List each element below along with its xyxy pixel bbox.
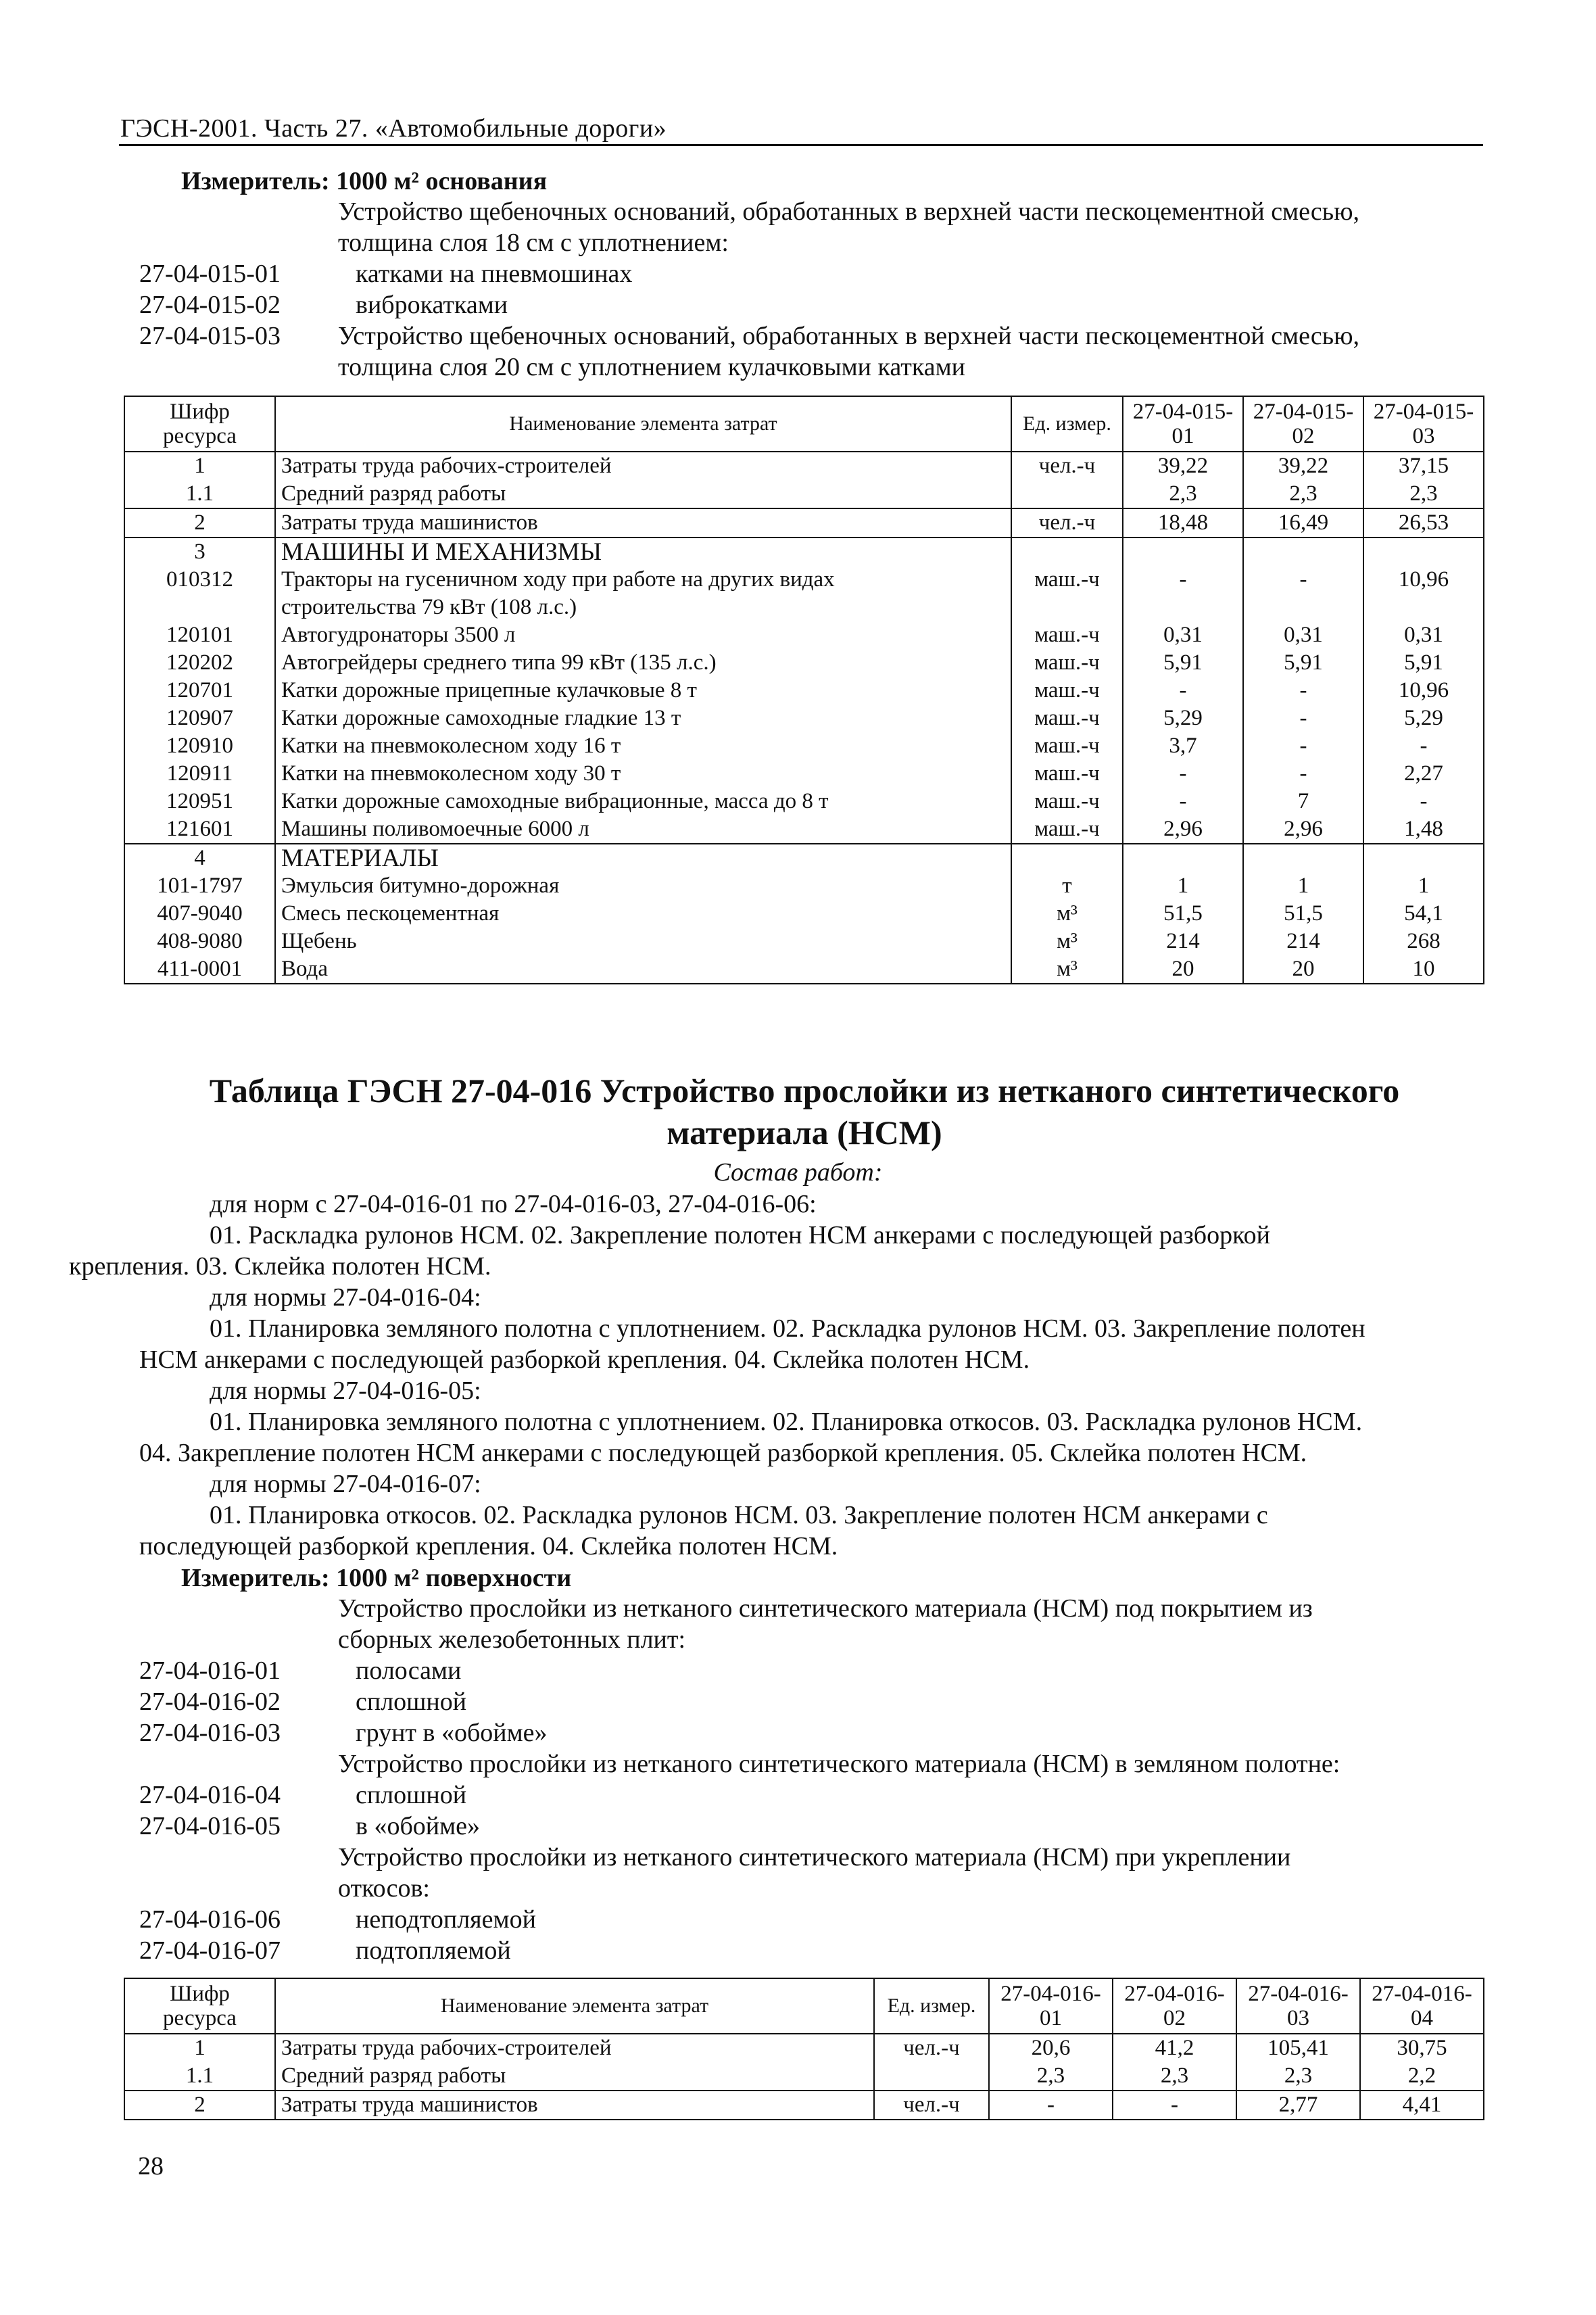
table-row (124, 677, 1484, 705)
header-unit: Ед. измер. (874, 1978, 989, 2034)
norm-variant: полосами (356, 1656, 462, 1685)
cell-value: 54,1 (1363, 900, 1484, 928)
cell-name: Средний разряд работы (275, 480, 1011, 508)
cell-value: 2,3 (1243, 480, 1363, 508)
cell-value: 268 (1363, 928, 1484, 955)
cell-code: 1.1 (124, 480, 275, 508)
header-norm-2: 27-04-016-02 (1113, 1978, 1236, 2034)
header-code: Шифр ресурса (124, 1978, 275, 2034)
cell-value: 2,3 (989, 2062, 1113, 2091)
norm-desc-3b: толщина слоя 20 см с уплотнением кулачковыми катками (338, 353, 965, 381)
cell-name: Катки дорожные самоходные вибрационные, масса до 8 т (275, 788, 1011, 815)
cell-code: 010312 (124, 566, 275, 621)
cell-value: - (1123, 677, 1243, 705)
cell-unit (874, 2062, 989, 2091)
header-code: Шифр ресурса (124, 396, 275, 452)
norm-variant: грунт в «обойме» (356, 1719, 548, 1747)
cell-name: Катки на пневмоколесном ходу 30 т (275, 760, 1011, 788)
work-steps-line: 01. Планировка земляного полотна с уплотнением. 02. Раскладка рулонов НСМ. 03. Закрепление полотен (210, 1314, 1365, 1343)
norm-desc-1a: Устройство щебеночных оснований, обработанных в верхней части пескоцементной смесью, (338, 197, 1360, 226)
table-row (124, 566, 1484, 621)
table-row (124, 480, 1484, 508)
norm-code: 27-04-015-01 (139, 260, 281, 288)
norm-code: 27-04-016-05 (139, 1812, 281, 1840)
cell-value: 10 (1363, 955, 1484, 984)
cell-code: 2 (124, 2091, 275, 2120)
table-title (135, 1070, 1474, 1153)
cell-value: 5,91 (1123, 649, 1243, 677)
cell-code: 101-1797 (124, 872, 275, 900)
norm-group-desc: откосов: (338, 1874, 430, 1903)
cell-unit: чел.-ч (874, 2034, 989, 2062)
cell-unit: маш.-ч (1011, 566, 1123, 621)
cell-value: - (1113, 2091, 1236, 2120)
norm-variant: катками на пневмошинах (356, 260, 633, 288)
cell-unit: маш.-ч (1011, 677, 1123, 705)
cell-value: 2,96 (1123, 815, 1243, 844)
cell-unit: маш.-ч (1011, 788, 1123, 815)
cell-value: - (989, 2091, 1113, 2120)
cell-unit: м³ (1011, 955, 1123, 984)
cell-unit: маш.-ч (1011, 649, 1123, 677)
cell-value: 39,22 (1243, 452, 1363, 480)
work-steps (69, 1220, 1480, 1282)
cell-value: 2,27 (1363, 760, 1484, 788)
scope-heading: для нормы 27-04-016-04: (210, 1283, 481, 1312)
work-steps (139, 1406, 1484, 1469)
cell-code: 120911 (124, 760, 275, 788)
cell-value: 30,75 (1360, 2034, 1484, 2062)
norm-code: 27-04-016-06 (139, 1905, 281, 1934)
norm-variant: подтопляемой (356, 1936, 511, 1965)
norm-desc-1b: толщина слоя 18 см с уплотнением: (338, 229, 729, 257)
cell-name: Затраты труда машинистов (275, 508, 1011, 538)
work-steps-line: 01. Раскладка рулонов НСМ. 02. Закрепление полотен НСМ анкерами с последующей разборкой (210, 1221, 1270, 1249)
cell-unit: маш.-ч (1011, 815, 1123, 844)
norm-group-desc: Устройство прослойки из нетканого синтетического материала (НСМ) под покрытием из (338, 1594, 1313, 1623)
cell-value: 16,49 (1243, 508, 1363, 538)
cell-code: 408-9080 (124, 928, 275, 955)
norm-code: 27-04-016-03 (139, 1719, 281, 1747)
cell-unit: м³ (1011, 928, 1123, 955)
cell-value: 2,77 (1236, 2091, 1360, 2120)
table-row (124, 508, 1484, 538)
norm-code: 27-04-016-07 (139, 1936, 281, 1965)
cell-unit: чел.-ч (1011, 452, 1123, 480)
cell-empty (1243, 844, 1363, 872)
cell-unit: чел.-ч (1011, 508, 1123, 538)
cell-value: - (1363, 788, 1484, 815)
table-row (124, 2091, 1484, 2120)
cell-name: Средний разряд работы (275, 2062, 874, 2091)
cell-value: 20,6 (989, 2034, 1113, 2062)
cell-name: Щебень (275, 928, 1011, 955)
table-title-line: Таблица ГЭСН 27-04-016 Устройство прослойки из нетканого синтетического (209, 1072, 1400, 1109)
header-name: Наименование элемента затрат (275, 396, 1011, 452)
norm-code: 27-04-016-04 (139, 1781, 281, 1809)
norm-code: 27-04-015-03 (139, 322, 281, 350)
cell-value: 20 (1123, 955, 1243, 984)
work-steps (139, 1313, 1484, 1375)
cell-empty (1123, 844, 1243, 872)
cell-name: Вода (275, 955, 1011, 984)
page-number: 28 (138, 2152, 164, 2180)
norm-group-desc: Устройство прослойки из нетканого синтетического материала (НСМ) при укреплении (338, 1843, 1291, 1871)
norm-code: 27-04-016-01 (139, 1656, 281, 1685)
cell-value: 2,3 (1113, 2062, 1236, 2091)
cell-value: - (1123, 566, 1243, 621)
cell-code: 120907 (124, 705, 275, 732)
norm-variant: сплошной (356, 1688, 467, 1716)
header-norm-4: 27-04-016-04 (1360, 1978, 1484, 2034)
cell-value: 1,48 (1363, 815, 1484, 844)
norm-variant: в «обойме» (356, 1812, 481, 1840)
cell-code: 407-9040 (124, 900, 275, 928)
cell-unit: чел.-ч (874, 2091, 989, 2120)
work-steps-line: последующей разборкой крепления. 04. Склейка полотен НСМ. (139, 1532, 838, 1560)
cell-value: 2,3 (1363, 480, 1484, 508)
work-steps-line: НСМ анкерами с последующей разборкой крепления. 04. Склейка полотен НСМ. (139, 1345, 1030, 1374)
cell-empty (1243, 538, 1363, 566)
cell-value: 41,2 (1113, 2034, 1236, 2062)
cell-code: 120910 (124, 732, 275, 760)
cell-value: - (1123, 788, 1243, 815)
cell-name: Катки на пневмоколесном ходу 16 т (275, 732, 1011, 760)
work-composition-heading: Состав работ: (713, 1158, 883, 1187)
header-norm-3: 27-04-016-03 (1236, 1978, 1360, 2034)
cell-name: Затраты труда рабочих-строителей (275, 452, 1011, 480)
scope-heading: для нормы 27-04-016-07: (210, 1470, 481, 1498)
cell-name (275, 566, 1011, 621)
cell-name: Эмульсия битумно-дорожная (275, 872, 1011, 900)
header-norm-1: 27-04-015-01 (1123, 396, 1243, 452)
cell-value: 51,5 (1123, 900, 1243, 928)
cell-value: 10,96 (1363, 677, 1484, 705)
scope-heading: для нормы 27-04-016-05: (210, 1377, 481, 1405)
cell-value: 2,3 (1123, 480, 1243, 508)
cell-value: 20 (1243, 955, 1363, 984)
cell-unit: маш.-ч (1011, 760, 1123, 788)
cell-value: 1 (1123, 872, 1243, 900)
cell-value: 7 (1243, 788, 1363, 815)
table-row (124, 2034, 1484, 2062)
cell-code: 120951 (124, 788, 275, 815)
cell-name: Смесь пескоцементная (275, 900, 1011, 928)
header-name: Наименование элемента затрат (275, 1978, 874, 2034)
cell-name: Автогрейдеры среднего типа 99 кВт (135 л.с.) (275, 649, 1011, 677)
table-row (124, 621, 1484, 649)
cell-value: 2,96 (1243, 815, 1363, 844)
cell-unit: маш.-ч (1011, 621, 1123, 649)
cell-unit: м³ (1011, 900, 1123, 928)
table-row (124, 788, 1484, 815)
cell-empty (1123, 538, 1243, 566)
cell-value: - (1243, 705, 1363, 732)
cell-value: 0,31 (1123, 621, 1243, 649)
cell-code: 120202 (124, 649, 275, 677)
table-row (124, 538, 1484, 566)
table-title-line: материала (НСМ) (667, 1114, 942, 1151)
table-row (124, 649, 1484, 677)
norm-variant: виброкатками (356, 291, 508, 319)
norm-group-desc: сборных железобетонных плит: (338, 1625, 686, 1654)
cell-empty (1363, 538, 1484, 566)
norm-variant: сплошной (356, 1781, 467, 1809)
cell-empty (1011, 538, 1123, 566)
cell-code: 1 (124, 452, 275, 480)
cell-value: 5,91 (1243, 649, 1363, 677)
cell-value: 1 (1363, 872, 1484, 900)
table-row (124, 760, 1484, 788)
cell-value: 4,41 (1360, 2091, 1484, 2120)
cell-code: 1.1 (124, 2062, 275, 2091)
cell-value: 10,96 (1363, 566, 1484, 621)
cell-value: - (1243, 760, 1363, 788)
cell-empty (1363, 844, 1484, 872)
work-steps (139, 1500, 1484, 1562)
cell-empty (1011, 844, 1123, 872)
cell-value: - (1243, 566, 1363, 621)
header-norm-2: 27-04-015-02 (1243, 396, 1363, 452)
cell-name: Затраты труда машинистов (275, 2091, 874, 2120)
norm-variant: неподтопляемой (356, 1905, 536, 1934)
work-steps-line: 01. Планировка земляного полотна с уплотнением. 02. Планировка откосов. 03. Раскладка рулонов НСМ. (210, 1408, 1363, 1436)
meter-label-1: Измеритель: 1000 м² основания (181, 167, 548, 195)
cell-value: 26,53 (1363, 508, 1484, 538)
cell-code: 4 (124, 844, 275, 872)
cell-value: 51,5 (1243, 900, 1363, 928)
header-unit: Ед. измер. (1011, 396, 1123, 452)
table-row (124, 872, 1484, 900)
cell-name: Катки дорожные самоходные гладкие 13 т (275, 705, 1011, 732)
cell-unit: маш.-ч (1011, 732, 1123, 760)
cell-value: - (1243, 677, 1363, 705)
cell-unit: т (1011, 872, 1123, 900)
resource-table-2 (124, 1978, 1484, 2120)
cell-name: Катки дорожные прицепные кулачковые 8 т (275, 677, 1011, 705)
cell-code: 411-0001 (124, 955, 275, 984)
table-row (124, 928, 1484, 955)
cell-code: 3 (124, 538, 275, 566)
table-row (124, 732, 1484, 760)
resource-table-1 (124, 396, 1484, 984)
cell-value: 0,31 (1243, 621, 1363, 649)
header-norm-1: 27-04-016-01 (989, 1978, 1113, 2034)
cell-value: - (1123, 760, 1243, 788)
norm-group-desc: Устройство прослойки из нетканого синтетического материала (НСМ) в земляном полотне: (338, 1750, 1340, 1778)
table-row (124, 955, 1484, 984)
cell-name-line: строительства 79 кВт (108 л.с.) (281, 595, 577, 619)
cell-value: 214 (1243, 928, 1363, 955)
cell-value: - (1363, 732, 1484, 760)
cell-value: 2,2 (1360, 2062, 1484, 2091)
norm-desc-3a: Устройство щебеночных оснований, обработанных в верхней части пескоцементной смесью, (338, 322, 1360, 350)
cell-value: - (1243, 732, 1363, 760)
cell-code: 120101 (124, 621, 275, 649)
meter-label-2: Измеритель: 1000 м² поверхности (181, 1564, 572, 1592)
cell-value: 37,15 (1363, 452, 1484, 480)
cell-value: 3,7 (1123, 732, 1243, 760)
cell-name: Автогудронаторы 3500 л (275, 621, 1011, 649)
cell-code: 120701 (124, 677, 275, 705)
cell-value: 5,29 (1123, 705, 1243, 732)
running-head: ГЭСН-2001. Часть 27. «Автомобильные дороги» (120, 114, 667, 143)
cell-name: Затраты труда рабочих-строителей (275, 2034, 874, 2062)
cell-value: 18,48 (1123, 508, 1243, 538)
table-row (124, 900, 1484, 928)
cell-value: 39,22 (1123, 452, 1243, 480)
work-steps-line: 04. Закрепление полотен НСМ анкерами с последующей разборкой крепления. 05. Склейка полотен НСМ. (139, 1439, 1307, 1467)
header-norm-3: 27-04-015-03 (1363, 396, 1484, 452)
cell-unit (1011, 480, 1123, 508)
cell-code: 1 (124, 2034, 275, 2062)
header-rule (119, 144, 1483, 146)
cell-name: Машины поливомоечные 6000 л (275, 815, 1011, 844)
cell-value: 5,91 (1363, 649, 1484, 677)
cell-value: 0,31 (1363, 621, 1484, 649)
table-row (124, 844, 1484, 872)
table-row (124, 815, 1484, 844)
cell-code: 121601 (124, 815, 275, 844)
work-steps-line: 01. Планировка откосов. 02. Раскладка рулонов НСМ. 03. Закрепление полотен НСМ анкерами с (210, 1501, 1268, 1529)
table-row (124, 2062, 1484, 2091)
cell-name-line: Тракторы на гусеничном ходу при работе на других видах (281, 567, 835, 592)
work-steps-line: крепления. 03. Склейка полотен НСМ. (69, 1252, 491, 1281)
cell-value: 2,3 (1236, 2062, 1360, 2091)
cell-value: 1 (1243, 872, 1363, 900)
scope-heading: для норм с 27-04-016-01 по 27-04-016-03, 27-04-016-06: (210, 1190, 817, 1218)
section-heading: МАШИНЫ И МЕХАНИЗМЫ (275, 538, 1011, 566)
table-row (124, 705, 1484, 732)
cell-value: 105,41 (1236, 2034, 1360, 2062)
cell-value: 214 (1123, 928, 1243, 955)
cell-unit: маш.-ч (1011, 705, 1123, 732)
table-row (124, 452, 1484, 480)
cell-value: 5,29 (1363, 705, 1484, 732)
norm-code: 27-04-016-02 (139, 1688, 281, 1716)
section-heading: МАТЕРИАЛЫ (275, 844, 1011, 872)
cell-code: 2 (124, 508, 275, 538)
norm-code: 27-04-015-02 (139, 291, 281, 319)
